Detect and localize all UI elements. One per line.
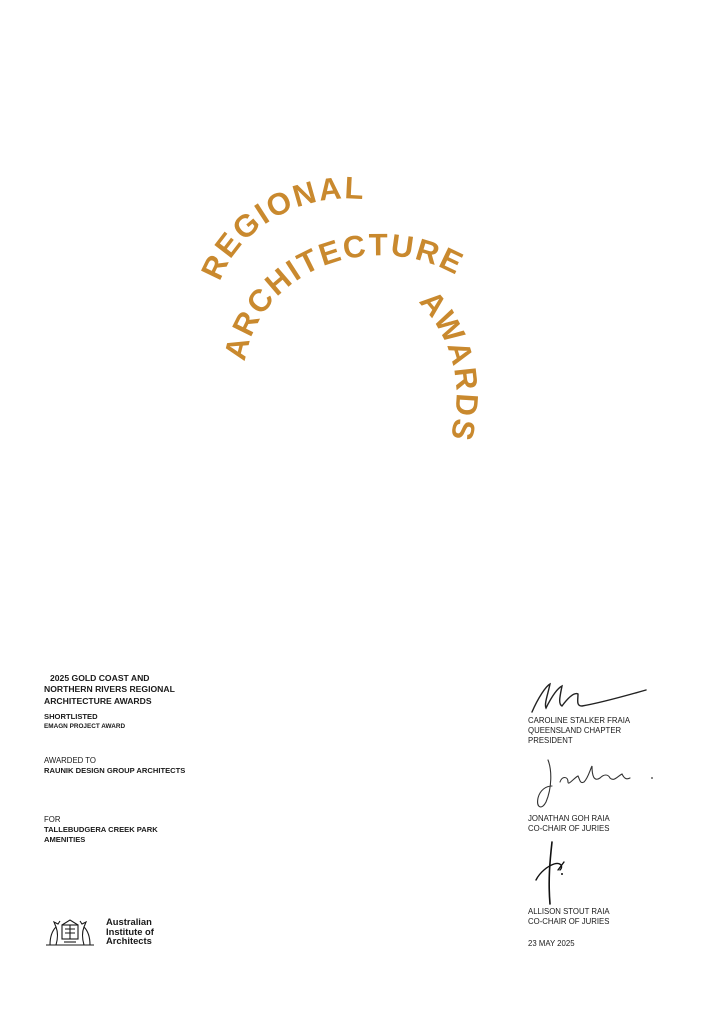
awards-arc-heading	[190, 170, 530, 470]
logo-text-line-1: Australian	[106, 916, 152, 927]
signatory-1-role-line-2: PRESIDENT	[528, 736, 573, 746]
signatory-2-name: JONATHAN GOH RAIA	[528, 814, 610, 823]
aia-logo-icon	[44, 918, 96, 946]
arc-line-architecture: ARCHITECTURE	[217, 227, 470, 364]
signatory-3	[528, 907, 708, 927]
for-label: FOR	[44, 815, 61, 825]
award-title-line-3: ARCHITECTURE AWARDS	[44, 695, 152, 706]
award-status: SHORTLISTED	[44, 712, 98, 722]
logo-text-line-3: Architects	[106, 935, 152, 947]
logo-text-line-2: Institute of	[106, 925, 154, 937]
awarded-to-name: RAUNIK DESIGN GROUP ARCHITECTS	[44, 766, 186, 776]
arc-line-awards: AWARDS	[412, 283, 485, 446]
signatory-3-name: ALLISON STOUT RAIA	[528, 907, 610, 916]
award-title-line-2: NORTHERN RIVERS REGIONAL	[44, 684, 175, 695]
signatory-2-role-line-1: CO-CHAIR OF JURIES	[528, 824, 610, 834]
signatory-1-name: CAROLINE STALKER FRAIA	[528, 716, 631, 725]
signature-allison-stout	[530, 840, 574, 906]
signature-jonathan-goh	[530, 756, 658, 812]
project-name-line-2: AMENITIES	[44, 835, 86, 845]
project-name-line-1: TALLEBUDGERA CREEK PARK	[44, 825, 158, 835]
award-program-title	[44, 673, 304, 707]
award-category: EMAGN PROJECT AWARD	[44, 723, 126, 731]
aia-logo	[44, 916, 204, 948]
signatory-2	[528, 814, 708, 834]
signatory-1-role-line-1: QUEENSLAND CHAPTER	[528, 726, 622, 736]
award-details	[44, 673, 304, 845]
awarded-to-label: AWARDED TO	[44, 756, 96, 766]
signatory-3-role-line-1: CO-CHAIR OF JURIES	[528, 917, 610, 927]
award-date: 23 MAY 2025	[528, 939, 575, 948]
signature-caroline-stalker	[528, 680, 652, 716]
aia-logo-text	[106, 917, 154, 946]
award-title-line-1: 2025 GOLD COAST AND	[50, 673, 150, 683]
arc-heading-svg	[190, 170, 530, 470]
arc-line-regional: REGIONAL	[194, 170, 367, 285]
signatory-1	[528, 716, 708, 747]
